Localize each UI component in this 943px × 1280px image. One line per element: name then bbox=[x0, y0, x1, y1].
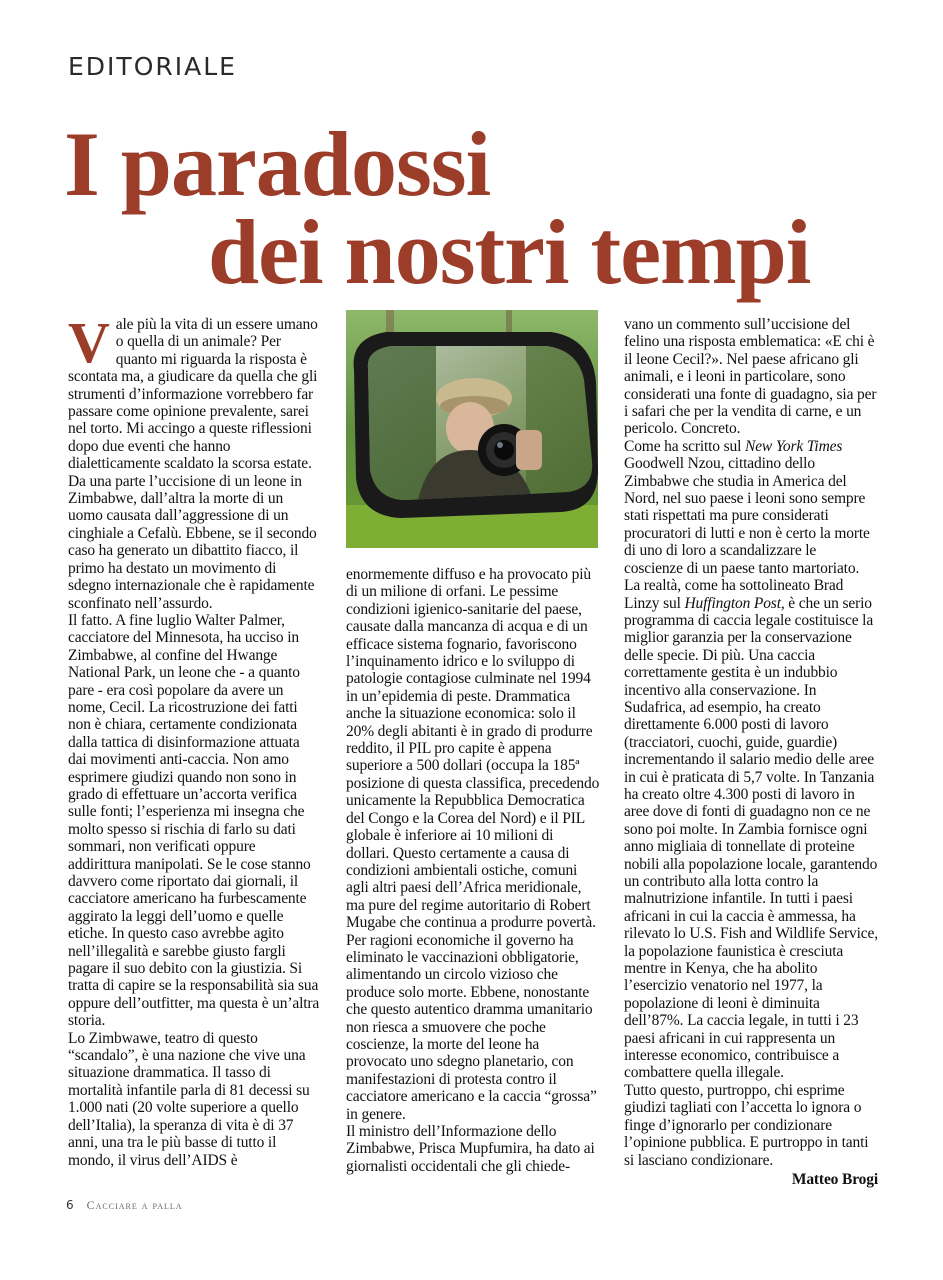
page-number: 6 bbox=[66, 1198, 74, 1212]
article-paragraph: Tutto questo, purtroppo, chi esprime giudizi tagliati con l’accetta lo ignora o finge d’ignorarlo per condizionare l’opinione pubblica. E purtroppo in tanti si lasciano condizionare. bbox=[624, 1081, 869, 1169]
headline-line-2: dei nostri tempi bbox=[208, 201, 811, 303]
drop-cap: V bbox=[68, 310, 110, 375]
newspaper-name: Huffington Post bbox=[684, 594, 781, 612]
article-paragraph: Vale più la vita di un essere umano o quella di un animale? Per quanto mi riguarda la risposta è scontata ma, a giudicare da quella che gli strumenti d’informazione vorrebbero far passare come opinione prevalente, sarei nel torto. Mi accingo a queste riflessioni dopo due eventi che hanno dialetticamente scaldato la scorsa estate. Da una parte l’uccisione di un leone in Zimbabwe, dall’altra la morte di un uomo causata dall’aggressione di un cinghiale a Cefalù. Ebbene, se il secondo caso ha generato un dibattito fiacco, il primo ha destato un movimento di sdegno internazionale che è rapidamente sconfinato nell’assurdo. bbox=[68, 310, 318, 612]
article-paragraph: Il ministro dell’Informazione dello Zimbabwe, Prisca Mupfumira, ha dato ai giornalisti occidentali che gli chiede- bbox=[346, 1123, 595, 1175]
article-paragraph: vano un commento sull’uccisione del felino una risposta emblematica: «E chi è il leone Cecil?». Nel paese africano gli animali, e i leoni in particolare, sono considerati una fonte di guadagno, sia per i safari che per la vendita di carne, e un pericolo. Concreto. bbox=[624, 316, 877, 438]
article-paragraph: enormemente diffuso e ha provocato più di un milione di orfani. Le pessime condizioni igienico-sanitarie del paese, causate dalla mancanza di acqua e di un efficace sistema fognario, favoriscono l’inquinamento idrico e lo sviluppo di patologie contagiose culminate nel 1994 in un’epidemia di peste. Drammatica anche la situazione economica: solo il 20% degli abitanti è in grado di produrre reddito, il PIL pro capite è appena superiore a 500 dollari (occupa la 185ª posizione di questa classifica, precedendo unicamente la Repubblica Democratica del Congo e la Corea del Nord) e il PIL globale è inferiore ai 10 milioni di dollari. Questo certamente a causa di condizioni ambientali ostiche, comuni agli altri paesi dell’Africa meridionale, ma pure del regime autoritario di Robert Mugabe che continua a produrre povertà. Per ragioni economiche il governo ha eliminato le vaccinazioni obbligatorie, alimentando un circolo vizioso che produce solo morte. Ebbene, nonostante che questo autentico dramma umanitario non riesca a smuovere che poche coscienze, la morte del leone ha provocato uno sdegno planetario, con manifestazioni di protesta contro il cacciatore americano e la caccia “grossa” in genere. bbox=[346, 566, 600, 1123]
newspaper-name: New York Times bbox=[745, 437, 843, 455]
article-column-2 bbox=[346, 566, 600, 1175]
magazine-name: Cacciare a palla bbox=[86, 1198, 183, 1212]
car-mirror-photo bbox=[346, 310, 598, 548]
article-paragraph: Come ha scritto sul New York Times Goodwell Nzou, cittadino dello Zimbabwe che studia in America del Nord, nel suo paese i leoni sono sempre stati rispettati ma pure considerati procuratori di lutti e non è certo la morte di uno di loro a scandalizzare le coscienze di un paese tanto martoriato. bbox=[624, 437, 870, 577]
article-paragraph: Lo Zimbwawe, teatro di questo “scandalo”, è una nazione che vive una situazione drammatica. Il tasso di mortalità infantile parla di 81 decessi su 1.000 nati (20 volte superiore a quello dell’Italia), la speranza di vita è di 37 anni, una tra le più basse di tutto il mondo, il virus dell’AIDS è bbox=[68, 1029, 310, 1169]
article-column-1 bbox=[68, 310, 320, 1169]
page-footer bbox=[66, 1198, 183, 1213]
article-paragraph: La realtà, come ha sottolineato Brad Linzy sul Huffington Post, è che un serio programma di caccia legale costituisce la miglior garanzia per la conservazione delle specie. Di più. Una caccia correttamente gestita è un indubbio incentivo alla conservazione. In Sudafrica, ad esempio, ha creato direttamente 6.000 posti di lavoro (tracciatori, cuochi, guide, guardie) incrementando il salario medio delle aree in cui è praticata di 5,7 volte. In Tanzania ha creato oltre 4.300 posti di lavoro in aree dove di fonti di guadagno non ce ne sono poi molte. In Zambia fornisce ogni anno migliaia di tonnellate di proteine nobili alla popolazione locale, garantendo un contributo alla lotta contro la malnutrizione infantile. In tutti i paesi africani in cui la caccia è ammessa, ha rilevato lo U.S. Fish and Wildlife Service, la popolazione faunistica è cresciuta mentre in Kenya, che ha abolito l’esercizio venatorio nel 1977, la popolazione di leoni è diminuita dell’87%. La caccia legale, in tutti i 23 paesi africani in cui rappresenta un interesse economico, contribuisce a combattere quella illegale. bbox=[624, 577, 878, 1082]
article-column-3 bbox=[624, 316, 878, 1188]
author-signature: Matteo Brogi bbox=[791, 1170, 878, 1188]
headline-line-1: I paradossi bbox=[64, 113, 491, 215]
section-label: EDITORIALE bbox=[68, 52, 237, 81]
article-paragraph: Il fatto. A fine luglio Walter Palmer, cacciatore del Minnesota, ha ucciso in Zimbabwe, al confine del Hwange National Park, un leone che - a quanto pare - era così popolare da avere un nome, Cecil. La ricostruzione dei fatti non è chiara, certamente condizionata dalla tattica di disinformazione attuata dai movimenti anti-caccia. Non amo esprimere giudizi quando non sono in grado di effettuare un’accorta verifica sulle fonti; l’esperienza mi insegna che molto spesso si rischia di farlo su dati sommari, non verificati oppure addirittura manipolati. Se le cose stanno davvero come riportato dai giornali, il cacciatore americano ha furbescamente aggirato la leggi dell’uomo e quelle etiche. In questo caso avrebbe agito nell’illegalità e sarebbe giusto fargli pagare il suo debito con la giustizia. Si tratta di capire se la responsabilità sia sua oppure dell’outfitter, ma questa è un’altra storia. bbox=[68, 611, 320, 1030]
